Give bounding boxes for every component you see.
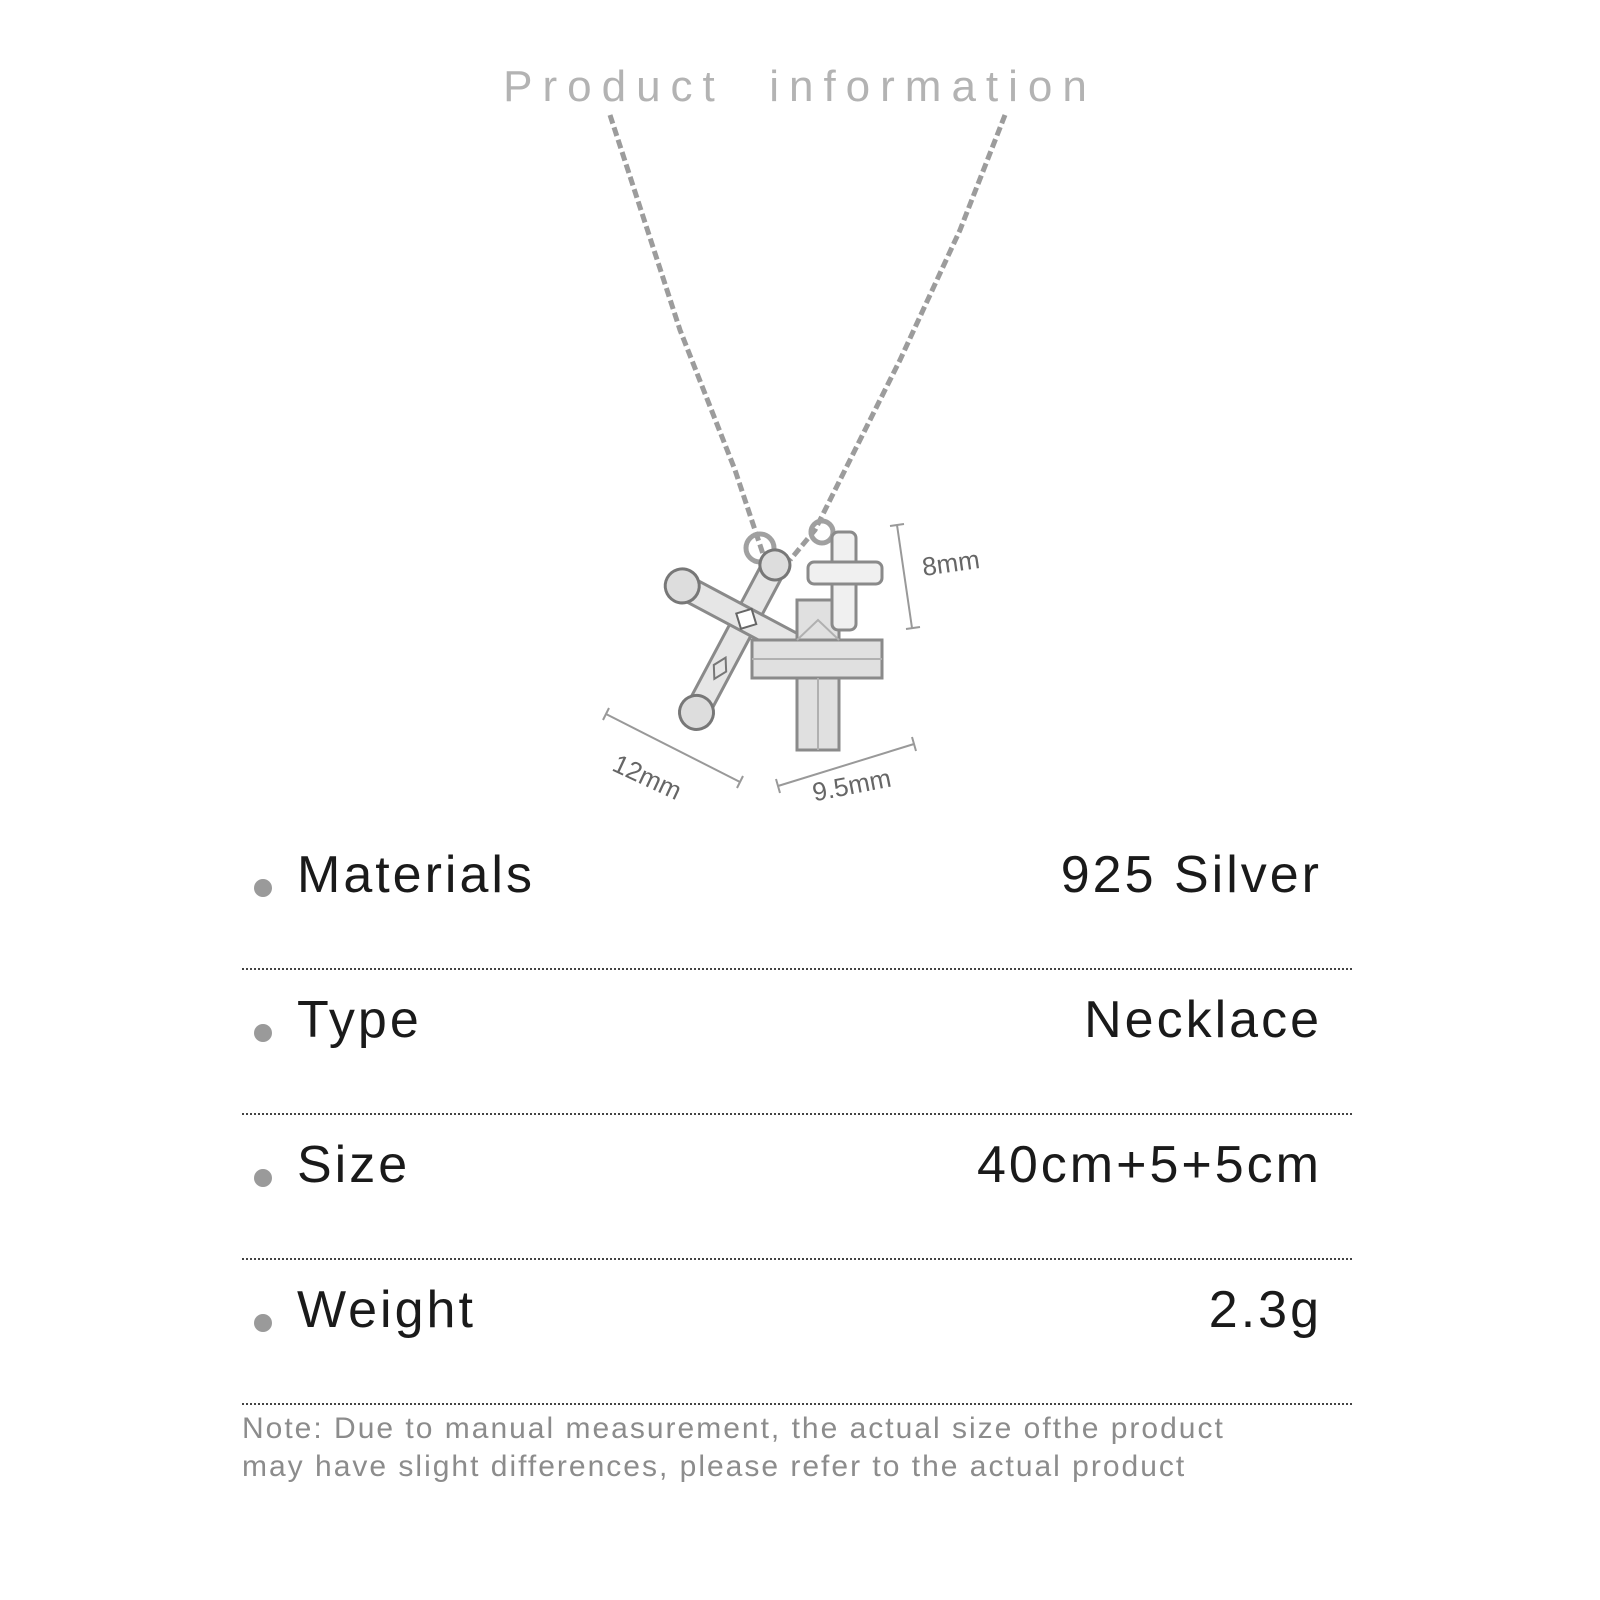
spec-table — [242, 825, 1352, 1405]
chain-right — [790, 115, 1005, 560]
note-line-1: Note: Due to manual measurement, the actual size ofthe product — [242, 1412, 1225, 1445]
note-line-2: may have slight differences, please refer to the actual product — [242, 1450, 1187, 1483]
spec-row-materials — [242, 825, 1352, 970]
spec-row-weight — [242, 1260, 1352, 1405]
spec-value: 925 Silver — [1060, 846, 1322, 904]
measurement-note — [242, 1410, 1392, 1486]
spec-value: 40cm+5+5cm — [976, 1136, 1322, 1194]
bullet-icon — [254, 1314, 272, 1332]
chain-left — [610, 115, 765, 560]
necklace-product-image — [560, 110, 1040, 830]
dimension-label-height: 8mm — [920, 544, 982, 582]
spec-label: Materials — [297, 846, 535, 904]
dimension-line-8mm — [890, 524, 920, 629]
spec-row-type — [242, 970, 1352, 1115]
bullet-icon — [254, 879, 272, 897]
page-title: Product information — [503, 62, 1097, 111]
spec-label: Type — [297, 991, 422, 1049]
dimension-label-width-right: 9.5mm — [809, 762, 894, 808]
spec-value: Necklace — [1084, 991, 1322, 1049]
bullet-icon — [254, 1169, 272, 1187]
dimension-label-width-left: 12mm — [608, 748, 687, 806]
bullet-icon — [254, 1024, 272, 1042]
spec-row-size — [242, 1115, 1352, 1260]
spec-value: 2.3g — [1208, 1281, 1322, 1339]
spec-label: Size — [297, 1136, 411, 1194]
spec-label: Weight — [297, 1281, 476, 1339]
